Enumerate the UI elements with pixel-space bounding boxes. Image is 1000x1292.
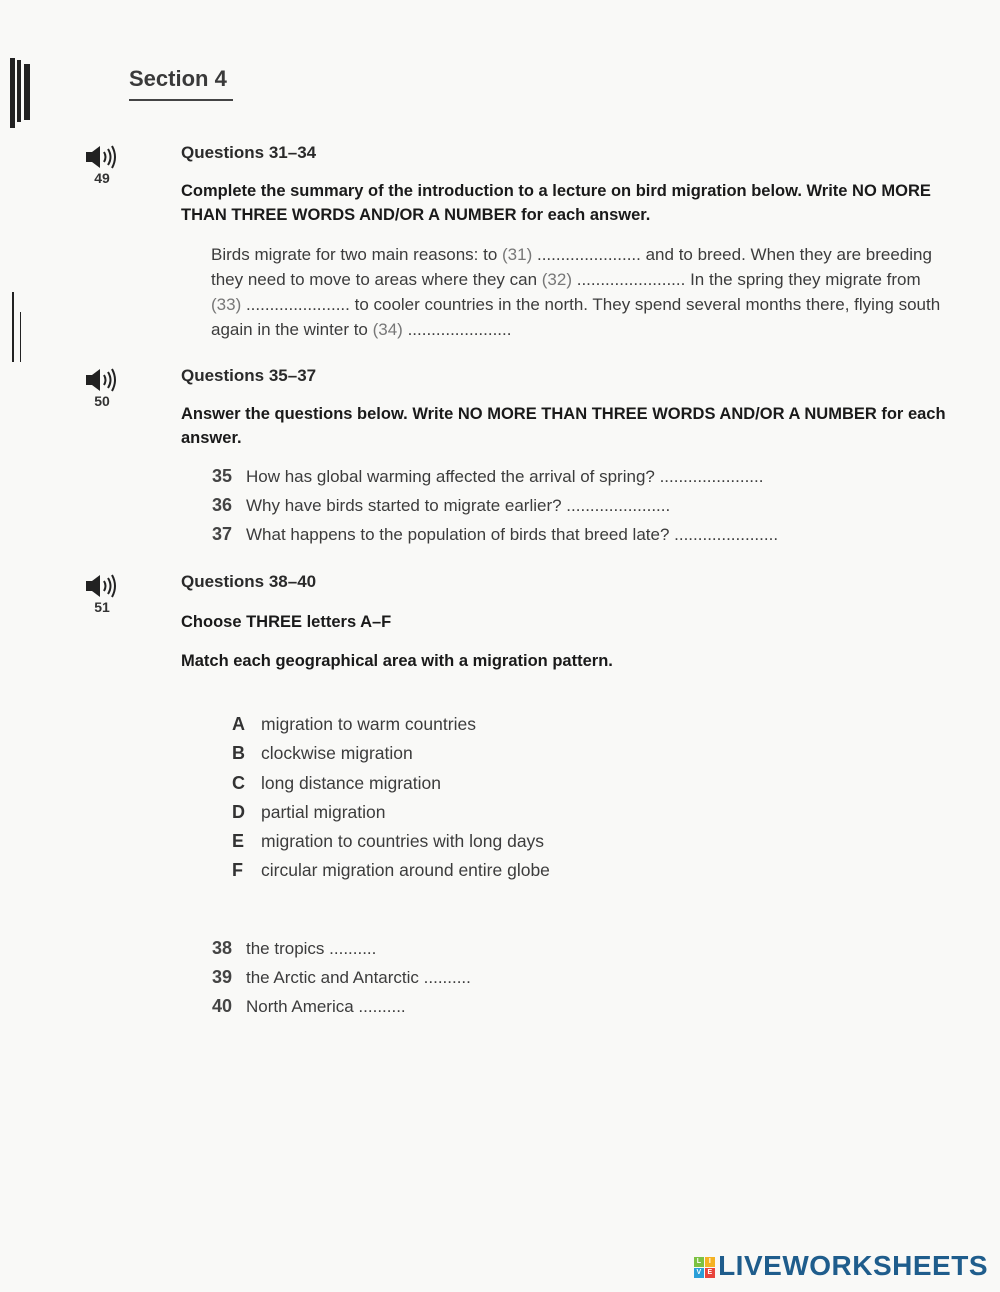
logo-tile: L xyxy=(694,1257,704,1267)
option-b xyxy=(232,739,550,768)
speaker-icon xyxy=(85,144,119,170)
section-title: Section 4 xyxy=(129,66,227,91)
question-text: How has global warming affected the arrival of spring? ...................... xyxy=(246,467,764,486)
liveworksheets-brand[interactable] xyxy=(694,1250,988,1282)
speaker-icon xyxy=(85,367,119,393)
option-letter: F xyxy=(232,860,243,881)
question-number: 36 xyxy=(212,495,233,515)
question-number: 39 xyxy=(212,967,233,987)
option-text: migration to countries with long days xyxy=(261,831,545,852)
option-e xyxy=(232,827,550,856)
questions-heading-31-34: Questions 31–34 xyxy=(181,143,317,162)
instructions-match: Match each geographical area with a migration pattern. xyxy=(181,652,613,670)
question-text: What happens to the population of birds that breed late? ...................... xyxy=(246,525,779,544)
section-underline xyxy=(129,99,233,101)
question-row[interactable] xyxy=(212,491,778,520)
summary-text: ....................... In the spring they migrate from xyxy=(572,270,921,289)
option-text: partial migration xyxy=(261,801,386,822)
question-text: North America .......... xyxy=(246,997,406,1016)
summary-paragraph xyxy=(211,242,946,342)
gap-34[interactable]: (34) xyxy=(372,320,403,339)
gap-32[interactable]: (32) xyxy=(541,270,572,289)
question-text: Why have birds started to migrate earlier? ...................... xyxy=(246,496,671,515)
summary-text: ...................... to cooler countries in the north. They spend several months there, flying south again in the winter to xyxy=(211,295,941,339)
question-number: 40 xyxy=(212,996,233,1016)
option-letter: D xyxy=(232,801,245,822)
question-row[interactable] xyxy=(212,520,778,549)
question-row[interactable] xyxy=(212,963,471,992)
binding-mark xyxy=(10,58,15,128)
instructions-31-34: Complete the summary of the introduction to a lecture on bird migration below. Write NO MORE THAN THREE WORDS AND/OR A NUMBER for each answer. xyxy=(181,182,931,224)
question-text: the Arctic and Antarctic .......... xyxy=(246,968,471,987)
questions-heading-38-40: Questions 38–40 xyxy=(181,572,317,591)
summary-text: ...................... and to breed. When they are breeding they need to move to areas where they can xyxy=(211,245,932,289)
summary-text: ...................... xyxy=(402,320,512,339)
track-number: 49 xyxy=(94,170,110,186)
option-letter: B xyxy=(232,743,245,764)
question-number: 37 xyxy=(212,524,233,544)
option-text: migration to warm countries xyxy=(261,714,476,734)
question-number: 35 xyxy=(212,466,233,486)
binding-mark xyxy=(17,60,21,122)
option-letter: C xyxy=(232,772,245,793)
option-text: long distance migration xyxy=(261,772,441,793)
option-f xyxy=(232,856,550,885)
summary-text: Birds migrate for two main reasons: to xyxy=(211,245,503,264)
liveworksheets-logo-icon xyxy=(694,1257,715,1278)
option-letter: A xyxy=(232,714,245,734)
track-number: 50 xyxy=(94,393,110,409)
gap-33[interactable]: (33) xyxy=(211,295,242,314)
audio-track-49[interactable] xyxy=(80,144,124,186)
question-row[interactable] xyxy=(212,934,471,963)
instructions-choose-letters: Choose THREE letters A–F xyxy=(181,613,392,631)
option-letter: E xyxy=(232,831,245,852)
question-list-35-37 xyxy=(212,462,778,549)
audio-track-51[interactable] xyxy=(80,573,124,615)
brand-text: LIVEWORKSHEETS xyxy=(718,1250,988,1281)
question-number: 38 xyxy=(212,938,233,958)
speaker-icon xyxy=(85,573,119,599)
logo-tile: V xyxy=(694,1268,704,1278)
instructions-35-37: Answer the questions below. Write NO MORE THAN THREE WORDS AND/OR A NUMBER for each answer. xyxy=(181,405,946,447)
track-number: 51 xyxy=(94,599,110,615)
option-a xyxy=(232,710,550,739)
binding-mark xyxy=(24,64,30,120)
option-text: circular migration around entire globe xyxy=(261,860,550,881)
binding-mark xyxy=(12,292,14,362)
logo-tile: E xyxy=(705,1268,715,1278)
question-row[interactable] xyxy=(212,462,778,491)
binding-mark xyxy=(20,312,21,362)
logo-tile: I xyxy=(705,1257,715,1267)
audio-track-50[interactable] xyxy=(80,367,124,409)
options-list xyxy=(232,710,550,886)
option-c xyxy=(232,769,550,798)
option-text: clockwise migration xyxy=(261,743,413,764)
questions-heading-35-37: Questions 35–37 xyxy=(181,366,317,385)
question-list-38-40 xyxy=(212,934,471,1021)
question-row[interactable] xyxy=(212,992,471,1021)
option-d xyxy=(232,798,550,827)
gap-31[interactable]: (31) xyxy=(502,245,533,264)
question-text: the tropics .......... xyxy=(246,939,377,958)
